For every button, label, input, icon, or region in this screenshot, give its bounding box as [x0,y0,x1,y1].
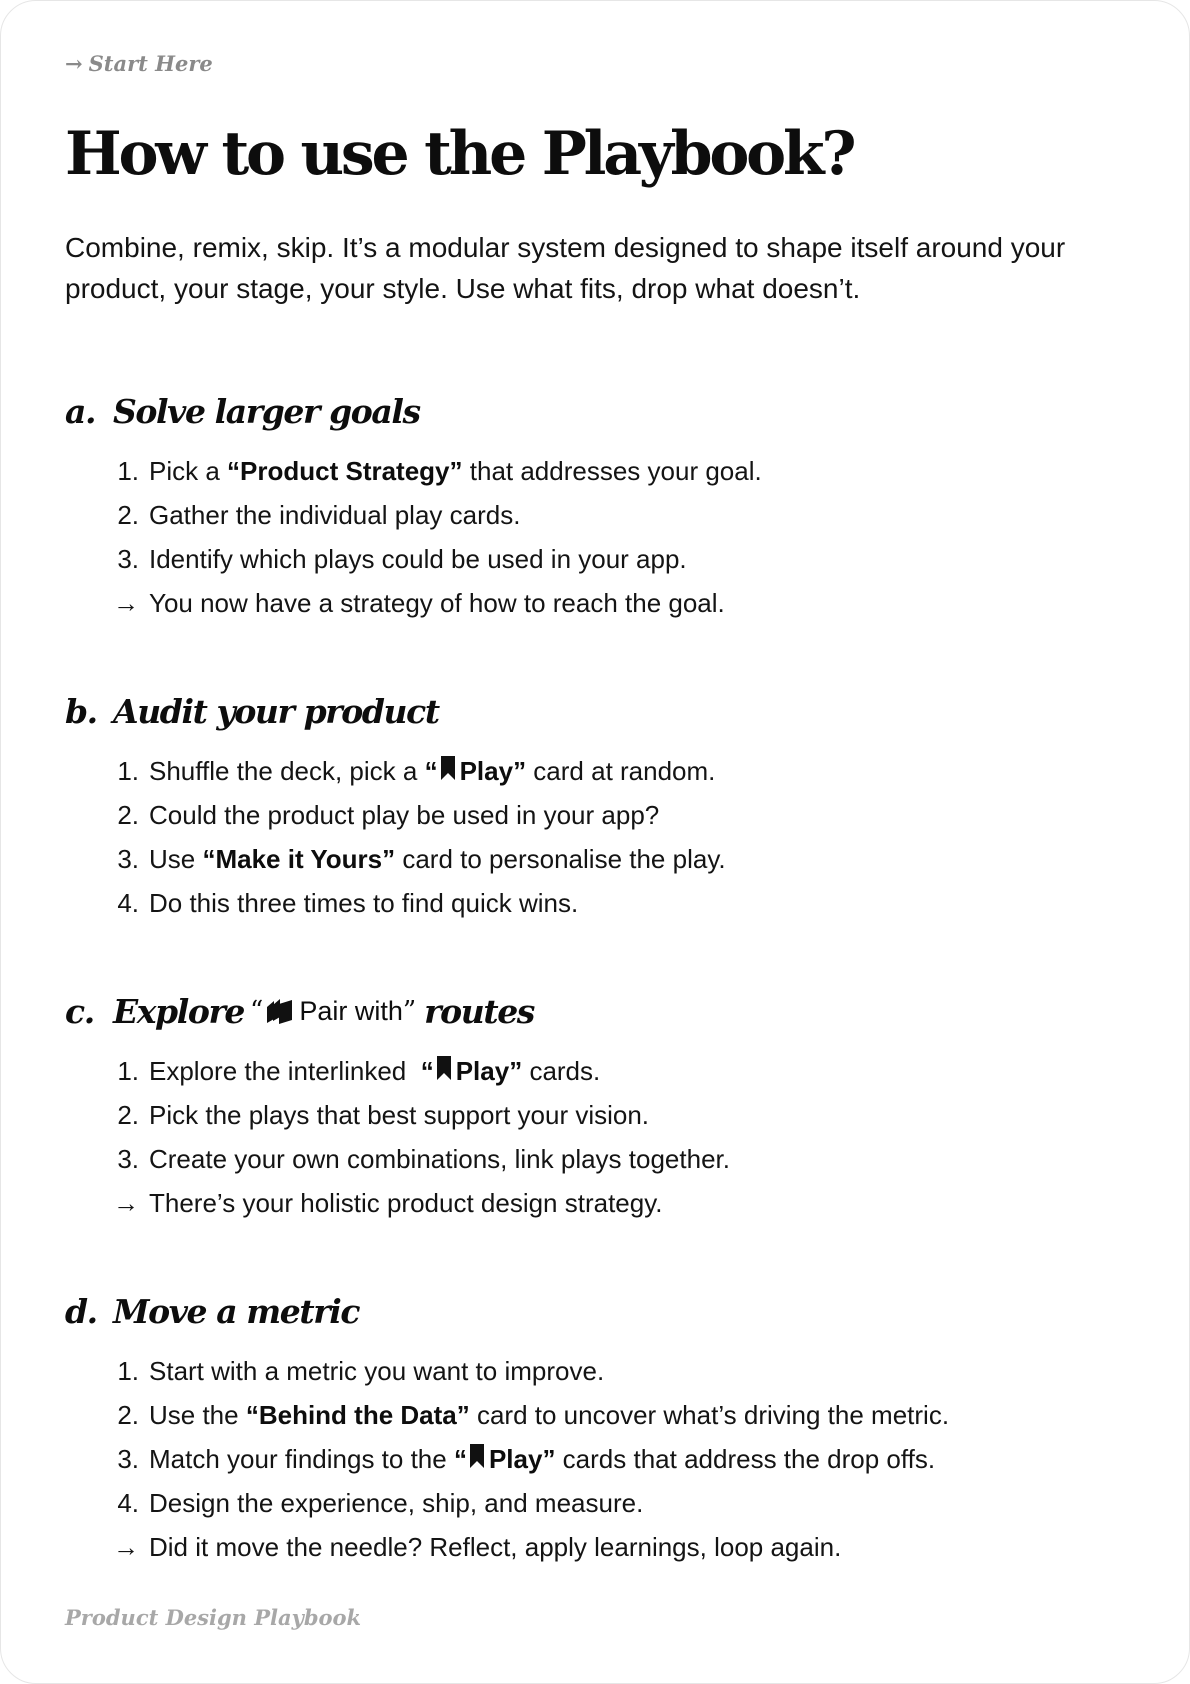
intro-paragraph: Combine, remix, skip. It’s a modular system designed to shape itself around your product, your stage, your style. Use what fits, drop what doesn’t. [65,232,1066,304]
arrow-right-icon: → [65,51,83,76]
step-list [65,749,1135,925]
section-letter: a. [65,391,96,431]
step-text: Could the product play be used in your app? [149,799,660,830]
section-heading [65,687,1135,735]
step-marker: 4. [117,1487,139,1518]
breadcrumb-label: Start Here [88,51,213,76]
step-list [65,1049,1135,1225]
step-marker: 1. [117,455,139,486]
step-text: Explore the interlinked “ Play” cards. [149,1055,601,1086]
list-item [65,537,1135,581]
pair-with-card-label: “ Pair with ” [250,995,417,1026]
arrow-right-icon: → [113,1187,139,1218]
section-heading [65,1287,1135,1335]
section-letter: c. [65,991,94,1031]
section-solve-larger-goals [65,387,1135,625]
list-item [65,749,1135,793]
section-heading [65,387,1135,435]
step-text: Do this three times to find quick wins. [149,887,579,918]
list-item [65,837,1135,881]
step-marker: 2. [117,799,139,830]
step-marker: 2. [117,1099,139,1130]
list-item [65,1481,1135,1525]
step-text: Use “Make it Yours” card to personalise the play. [149,843,726,874]
step-text: You now have a strategy of how to reach the goal. [149,587,725,618]
bookmark-icon [469,1444,485,1468]
section-heading-text: Audit your product [113,691,439,731]
step-marker: 2. [117,499,139,530]
step-marker: 4. [117,887,139,918]
list-item [65,1349,1135,1393]
list-item [65,881,1135,925]
step-marker: 1. [117,1355,139,1386]
section-heading-text-end: routes [424,991,534,1031]
bookmark-icon [440,756,456,780]
step-list [65,449,1135,625]
section-letter: d. [65,1291,97,1331]
list-item [65,1093,1135,1137]
step-text: Did it move the needle? Reflect, apply learnings, loop again. [149,1531,842,1562]
card-name: “Behind the Data” [245,1399,470,1430]
section-letter: b. [65,691,97,731]
list-item [65,581,1135,625]
section-audit-your-product [65,687,1135,925]
step-marker: 3. [117,1443,139,1474]
step-text: There’s your holistic product design strategy. [149,1187,663,1218]
step-list [65,1349,1135,1569]
list-item [65,1525,1135,1569]
step-text: Shuffle the deck, pick a “ Play” card at random. [149,755,716,786]
step-text: Start with a metric you want to improve. [149,1355,605,1386]
section-heading-text: Move a metric [113,1291,360,1331]
section-explore-pair-with-routes [65,987,1135,1225]
step-text: Use the “Behind the Data” card to uncover what’s driving the metric. [149,1399,950,1430]
list-item [65,1181,1135,1225]
step-text: Design the experience, ship, and measure. [149,1487,644,1518]
card-name: “Make it Yours” [202,843,396,874]
arrow-right-icon: → [113,1531,139,1562]
list-item [65,493,1135,537]
step-text: Identify which plays could be used in your app. [149,543,687,574]
footer-title: Product Design Playbook [65,1605,362,1630]
step-marker: 1. [117,755,139,786]
card-name: Play” [459,755,527,786]
card-name: “Product Strategy” [227,455,463,486]
step-marker: 3. [117,543,139,574]
list-item [65,1049,1135,1093]
step-marker: 2. [117,1399,139,1430]
list-item [65,793,1135,837]
step-text: Create your own combinations, link plays together. [149,1143,730,1174]
step-marker: 1. [117,1055,139,1086]
step-text: Pick the plays that best support your vision. [149,1099,650,1130]
card-name: Play” [455,1055,523,1086]
step-marker: 3. [117,843,139,874]
list-item [65,1437,1135,1481]
list-item [65,1393,1135,1437]
card-name: Play” [488,1443,556,1474]
card-stack-icon [265,997,295,1025]
step-text: Match your findings to the “ Play” cards that address the drop offs. [149,1443,936,1474]
section-move-a-metric [65,1287,1135,1569]
step-marker: 3. [117,1143,139,1174]
page-title: How to use the Playbook? [65,119,854,189]
section-heading-text: Solve larger goals [113,391,420,431]
breadcrumb[interactable] [65,51,213,76]
step-text: Pick a “Product Strategy” that addresses your goal. [149,455,762,486]
list-item [65,449,1135,493]
list-item [65,1137,1135,1181]
section-heading-text: Explore [113,991,245,1031]
bookmark-icon [436,1056,452,1080]
arrow-right-icon: → [113,587,139,618]
step-text: Gather the individual play cards. [149,499,521,530]
section-heading [65,987,1135,1035]
